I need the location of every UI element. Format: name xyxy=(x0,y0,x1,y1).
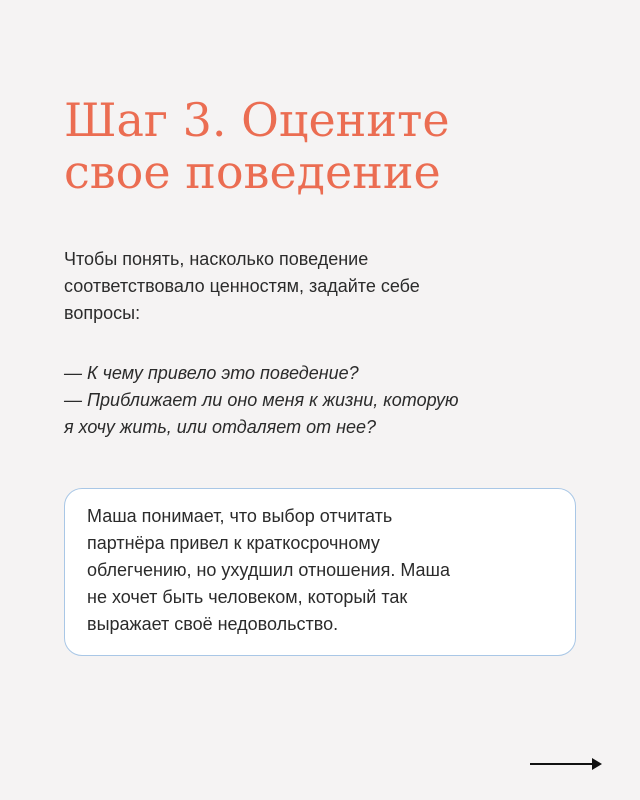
example-line: Маша понимает, что выбор отчитать xyxy=(87,506,393,526)
example-line: облегчению, но ухудшил отношения. Маша xyxy=(87,560,450,580)
example-line: не хочет быть человеком, который так xyxy=(87,587,408,607)
question-line: я хочу жить, или отдаляет от нее? xyxy=(64,417,377,437)
example-card xyxy=(64,488,576,656)
intro-paragraph xyxy=(64,246,584,327)
arrow-right-icon[interactable] xyxy=(528,754,604,774)
intro-line: соответствовало ценностям, задайте себе xyxy=(64,276,420,296)
title-line: Шаг 3. Оцените xyxy=(64,93,450,147)
example-text xyxy=(87,503,553,638)
question-line: — К чему привело это поведение? xyxy=(64,363,359,383)
intro-line: Чтобы понять, насколько поведение xyxy=(64,249,369,269)
example-line: партнёра привел к краткосрочному xyxy=(87,533,380,553)
question-line: — Приближает ли оно меня к жизни, которую xyxy=(64,390,459,410)
page-title xyxy=(64,94,584,198)
title-line: свое поведение xyxy=(64,145,441,199)
example-line: выражает своё недовольство. xyxy=(87,614,339,634)
question-list xyxy=(64,360,584,441)
intro-line: вопросы: xyxy=(64,303,141,323)
